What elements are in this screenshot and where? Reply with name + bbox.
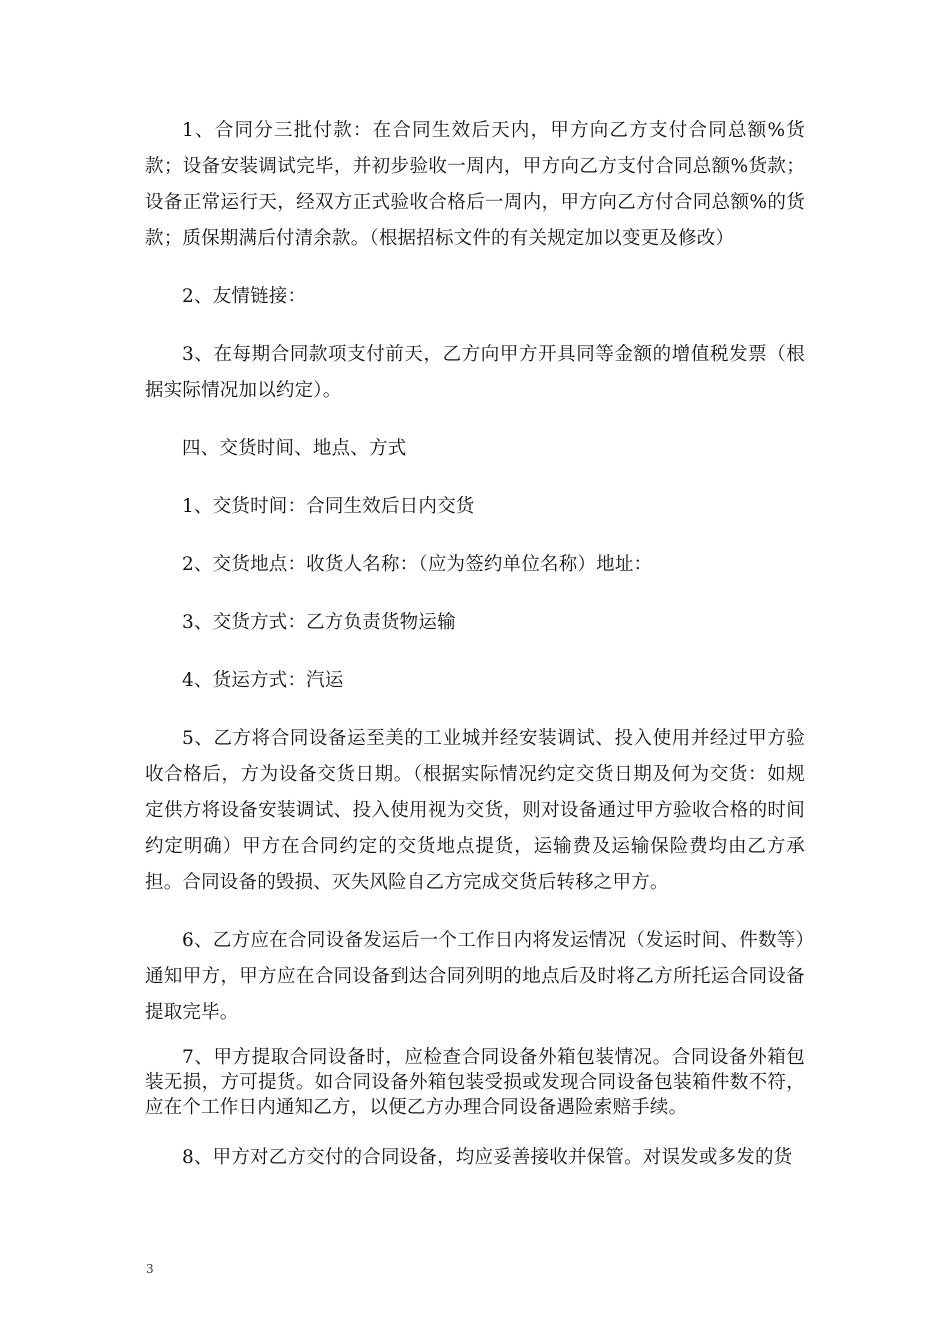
paragraph-friendly-links: 2、友情链接： bbox=[182, 286, 307, 307]
paragraph-invoice: 3、在每期合同款项支付前天，乙方向甲方开具同等金额的增值税发票（根据实际情况加以约定）。 bbox=[145, 344, 805, 401]
paragraph-shipping-notice: 6、乙方应在合同设备发运后一个工作日内将发运情况（发运时间、件数等）通知甲方，甲方应在合同设备到达合同列明的地点后及时将乙方所托运合同设备提取完毕。 bbox=[145, 930, 805, 1023]
paragraph-payment-batches: 1、合同分三批付款：在合同生效后天内，甲方向乙方支付合同总额%货款；设备安装调试完毕，并初步验收一周内，甲方向乙方支付合同总额%货款；设备正常运行天，经双方正式验收合格后一周内，甲方向乙方付合同总额%的货款；质保期满后付清余款。（根据招标文件的有关规定加以变更及修改） bbox=[145, 120, 805, 249]
paragraph-shipping-method: 4、货运方式：汽运 bbox=[182, 670, 344, 691]
paragraph-delivery-location: 2、交货地点：收货人名称：（应为签约单位名称）地址： bbox=[182, 554, 653, 575]
paragraph-custody: 8、甲方对乙方交付的合同设备，均应妥善接收并保管。对误发或多发的货 bbox=[182, 1147, 793, 1168]
paragraph-delivery-method: 3、交货方式：乙方负责货物运输 bbox=[182, 612, 456, 633]
paragraph-inspection: 7、甲方提取合同设备时，应检查合同设备外箱包装情况。合同设备外箱包装无损，方可提货。如合同设备外箱包装受损或发现合同设备包装箱件数不符，应在个工作日内通知乙方，以便乙方办理合同设备遇险索赔手续。 bbox=[145, 1047, 805, 1118]
section-heading-delivery: 四、交货时间、地点、方式 bbox=[182, 438, 407, 459]
page-number: 3 bbox=[146, 1262, 154, 1276]
document-body bbox=[145, 113, 805, 1176]
paragraph-delivery-date: 5、乙方将合同设备运至美的工业城并经安装调试、投入使用并经过甲方验收合格后，方为设备交货日期。（根据实际情况约定交货日期及何为交货：如规定供方将设备安装调试、投入使用视为交货，则对设备通过甲方验收合格的时间约定明确）甲方在合同约定的交货地点提货，运输费及运输保险费均由乙方承担。合同设备的毁损、灭失风险自乙方完成交货后转移之甲方。 bbox=[145, 728, 805, 893]
paragraph-delivery-time: 1、交货时间：合同生效后日内交货 bbox=[182, 496, 475, 517]
